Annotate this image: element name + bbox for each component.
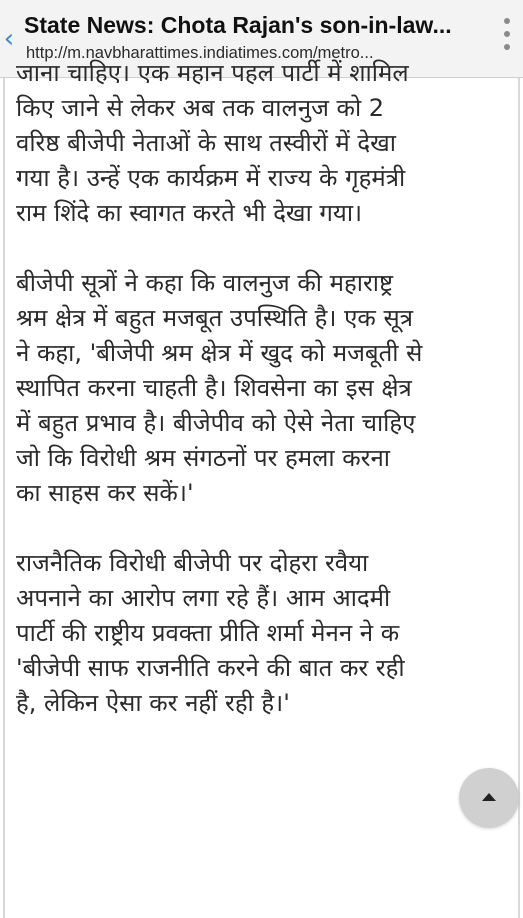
article-viewport[interactable]: [0, 59, 523, 918]
scroll-to-top-button[interactable]: [459, 768, 519, 828]
chevron-left-icon[interactable]: ‹: [3, 24, 15, 54]
article-paragraph-1: जाना चाहिए। एक महान पहल पार्टी में शामिल किए जाने से लेकर अब तक वालनुज को 2 वरिष्ठ बीजेपी नेताओं के साथ तस्वीरों में देखा गया है। उन्हें एक कार्यक्रम में राज्य के गृहमंत्री राम शिंदे का स्वागत करते भी देखा गया।: [16, 59, 409, 227]
article-body: [16, 56, 512, 756]
overflow-menu-icon[interactable]: [499, 18, 515, 58]
article-paragraph-3: राजनैतिक विरोधी बीजेपी पर दोहरा रवैया अपनाने का आरोप लगा रहे हैं। आम आदमी पार्टी की राष्ट्रीय प्रवक्ता प्रीति शर्मा मेनन ने क 'बीजेपी साफ राजनीति करने की बात कर रही है, लेकिन ऐसा कर नहीं रही है।': [16, 549, 405, 717]
arrow-up-icon: [482, 793, 496, 801]
page-title[interactable]: State News: Chota Rajan's son-in-law...: [24, 12, 452, 38]
page-url[interactable]: http://m.navbharattimes.indiatimes.com/metro...: [26, 44, 374, 62]
article-paragraph-2: बीजेपी सूत्रों ने कहा कि वालनुज की महाराष्ट्र श्रम क्षेत्र में बहुत मजबूत उपस्थिति है। एक सूत्र ने कहा, 'बीजेपी श्रम क्षेत्र में खुद को मजबूती से स्थापित करना चाहती है। शिवसेना का इस क्षेत्र में बहुत प्रभाव है। बीजेपीव को ऐसे नेता चाहिए जो कि विरोधी श्रम संगठनों पर हमला करना का साहस कर सकें।': [16, 269, 423, 507]
